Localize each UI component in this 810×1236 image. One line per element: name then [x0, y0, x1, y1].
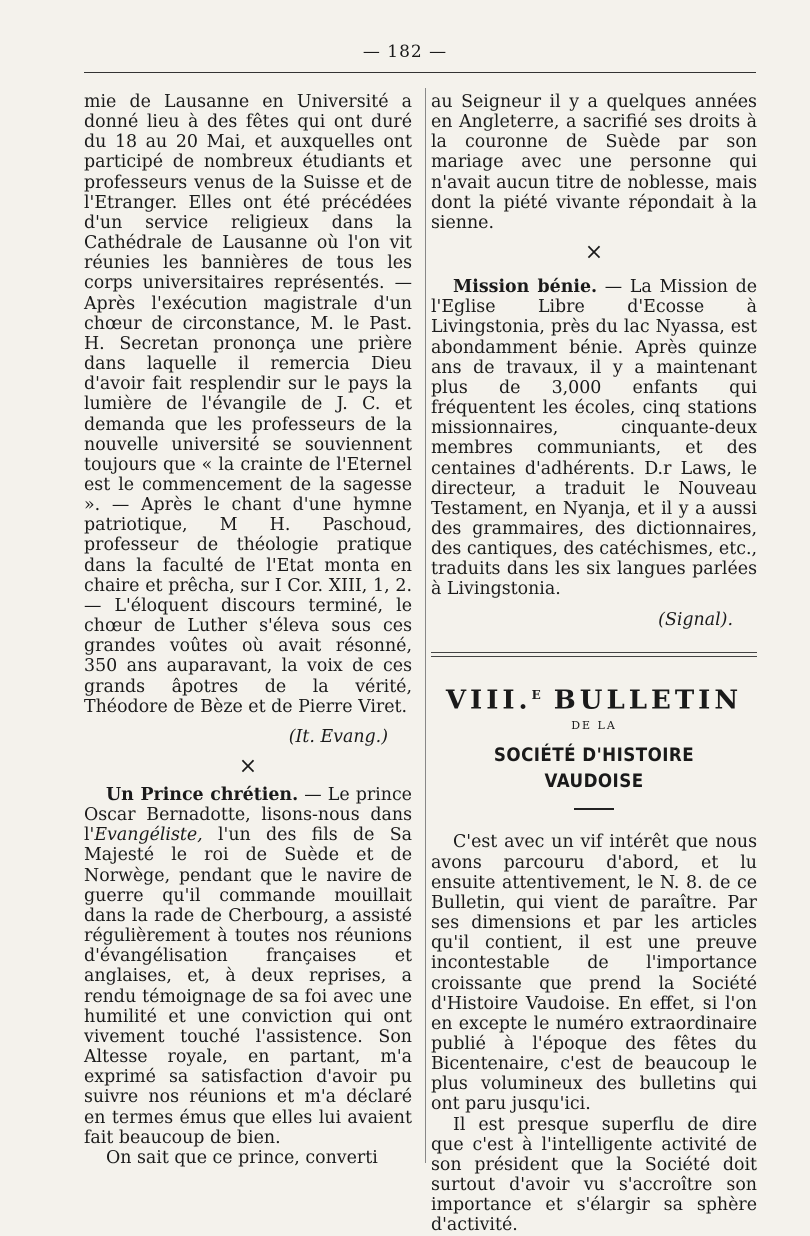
- bulletin-number-suffix: E: [531, 687, 541, 702]
- right-column: [431, 92, 757, 1236]
- header-rule: [84, 72, 756, 73]
- source-citation: (It. Evang.): [288, 726, 388, 747]
- bulletin-paragraph: C'est avec un vif intérêt que nous avons parcouru d'abord, et lu ensuite attentivement, le N. 8. de ce Bulletin, qui vient de paraître. Par ses dimensions et par les articles qu'il contient, il est une preuve incontestable de l'importance croissante que prend la Société d'Histoire Vaudoise. En effet, si l'on en excepte le numéro extraordinaire publié à l'époque des fêtes du Bicentenaire, c'est de beaucoup le plus volumineux des bulletins qui ont paru jusqu'ici.: [431, 832, 757, 1115]
- section-double-rule: [431, 652, 757, 657]
- bulletin-word: BULLETIN: [540, 685, 743, 716]
- society-paragraph: Il est presque superflu de dire que c'est à l'intelligente activité de son président que la Société doit surtout d'avoir vu s'accroître son importance et s'élargir sa sphère d'activité.: [431, 1114, 757, 1236]
- bulletin-number: VIII.: [445, 685, 532, 716]
- source-citation: (Signal).: [658, 609, 733, 630]
- university-paragraph: mie de Lausanne en Université a donné lieu à des fêtes qui ont duré du 18 au 20 Mai, et auxquelles ont participé de nombreux étudiants et professeurs venus de la Suisse et de l'Etranger. Elles ont été précédées d'un service religieux dans la Cathédrale de Lausanne où l'on vit réunies les bannières de tous les corps universitaires représentés. — Après l'exécution magistrale d'un chœur de circonstance, M. le Past. H. Secretan prononça une prière dans laquelle il remercia Dieu d'avoir fait resplendir sur le pays la lumière de l'évangile de J. C. et demanda que les professeurs de la nouvelle université se souviennent toujours que « la crainte de l'Eternel est le commencement de la sagesse ». — Après le chant d'une hymne patriotique, M H. Paschoud, professeur de théologie pratique dans la faculté de l'Etat monta en chaire et prêcha, sur I Cor. XIII, 1, 2. — L'éloquent discours terminé, le chœur de Luther s'éleva sous ces grandes voûtes où avait résonné, 350 ans auparavant, la voix de ces grands âpotres de la vérité, Théodore de Bèze et de Pierre Viret.: [84, 92, 412, 717]
- column-divider: [425, 88, 426, 1163]
- bulletin-title: [431, 679, 757, 717]
- bulletin-subtitle: DE LA: [571, 719, 617, 733]
- section-divider-cross: ×: [238, 754, 258, 779]
- prince-continued-paragraph: au Seigneur il y a quelques années en Angleterre, a sacrifié ses droits à la couronne de Suède par son mariage avec une personne qui n'avait aucun titre de noblesse, mais dont la piété vivante répondait à la sienne.: [431, 92, 757, 233]
- section-divider-cross: ×: [584, 240, 604, 266]
- mission-paragraph: [431, 277, 757, 600]
- short-rule: [574, 808, 614, 810]
- page-number: — 182 —: [362, 42, 448, 62]
- left-column: [84, 92, 412, 1168]
- prince-paragraph: [84, 785, 412, 1148]
- prince-text-b: l'un des fils de Sa Majesté le roi de Suède et de Norwège, pendant que le navire de guerre qu'il commande mouillait dans la rade de Cherbourg, a assisté régulièrement à toutes nos réunions d'évangélisation françaises et anglaises, et, à deux reprises, a rendu témoignage de sa foi avec une humilité et une conviction qui ont vivement touché l'assistence. Son Altesse royale, en partant, m'a exprimé sa satisfaction d'avoir pu suivre nos réunions et m'a déclaré en termes émus que elles lui avaient fait beaucoup de bien.: [84, 825, 412, 1148]
- mission-text: — La Mission de l'Eglise Libre d'Ecosse à Livingstonia, près du lac Nyassa, est abondamment bénie. Après quinze ans de travaux, il y a maintenant plus de 3,000 enfants qui fréquentent les écoles, cinq stations missionnaires, cinquante-deux membres communiants, et des centaines d'adhérents. D.r Laws, le directeur, a traduit le Nouveau Testament, en Nyanja, et il y a aussi des grammaires, des dictionnaires, des cantiques, des catéchismes, etc., traduits dans les six langues parlées à Livingstonia.: [431, 277, 757, 600]
- society-name: SOCIÉTÉ D'HISTOIRE VAUDOISE: [493, 744, 695, 793]
- journal-title: Evangéliste,: [94, 825, 203, 846]
- section-heading: Un Prince chrétien.: [106, 785, 299, 805]
- prince-continuation: On sait que ce prince, converti: [106, 1147, 378, 1168]
- section-heading: Mission bénie.: [453, 277, 598, 298]
- prince-text-a: — Le prince Oscar Bernadotte, lisons-nous dans l': [84, 785, 412, 846]
